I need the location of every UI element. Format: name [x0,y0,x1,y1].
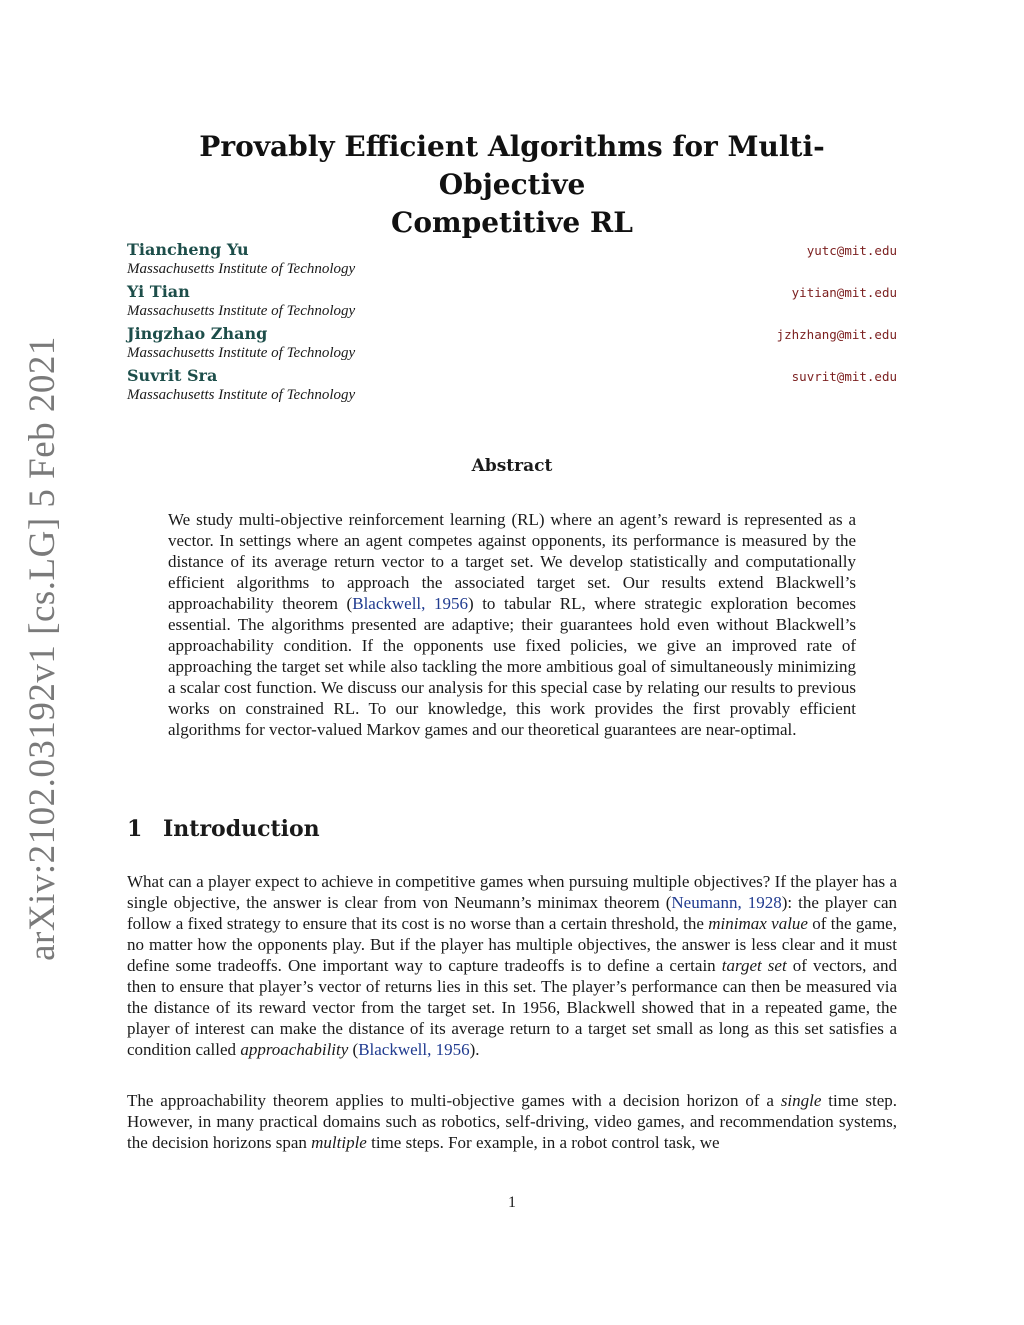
emphasis: approachability [240,1040,349,1059]
author-email[interactable]: jzhzhang@mit.edu [776,327,897,342]
emphasis: single [780,1091,822,1110]
intro-paragraph: The approachability theorem applies to multi-objective games with a decision horizon of a single time step. However, in many practical domains such as robotics, self-driving, video games, and recommendation systems, the decision horizons span multiple time steps. For example, in a robot control task, we [127,1091,897,1152]
author-email[interactable]: yutc@mit.edu [806,243,897,258]
author-name: Jingzhao Zhang [127,324,268,343]
author-name: Yi Tian [127,282,190,301]
abstract-body [168,509,856,740]
author-affiliation: Massachusetts Institute of Technology [127,261,356,277]
section-heading [127,816,320,842]
title-line-1: Provably Efficient Algorithms for Multi-Objective [199,130,825,201]
author-list [127,238,897,406]
author-email[interactable]: yitian@mit.edu [791,285,897,300]
citation-link[interactable]: Blackwell, 1956 [358,1040,470,1059]
author-block [127,364,897,406]
paper-title [127,128,897,242]
author-block [127,280,897,322]
section-title: Introduction [163,816,320,842]
abstract-text: ) to tabular RL, where strategic exploration becomes essential. The algorithms presented are adaptive; their guarantees hold even without Blackwell’s approachability condition. If the opponents use fixed policies, we give an improved rate of approaching the target set while also tackling the more ambitious goal of simultaneously minimizing a scalar cost function. We discuss our analysis for this special case by relating our results to previous works on constrained RL. To our knowledge, this work provides the first provably efficient algorithms for vector-valued Markov games and our theoretical guarantees are near-optimal. [168,594,856,739]
intro-paragraph: What can a player expect to achieve in competitive games when pursuing multiple objectives? If the player has a single objective, the answer is clear from von Neumann’s minimax theorem (Neumann, 1928): the player can follow a fixed strategy to ensure that its cost is no worse than a certain threshold, the minimax value of the game, no matter how the opponents play. But if the player has multiple objectives, the answer is less clear and it must define some tradeoffs. One important way to capture tradeoffs is to define a certain target set of vectors, and then to ensure that player’s vector of returns lies in this set. The player’s performance can then be measured via the distance of its reward vector from the target set. In 1956, Blackwell showed that in a repeated game, the player of interest can make the distance of its average return to a target set small as long as this set satisfies a condition called approachability (Blackwell, 1956). [127,872,897,1059]
author-affiliation: Massachusetts Institute of Technology [127,345,356,361]
author-name: Tiancheng Yu [127,240,249,259]
author-name: Suvrit Sra [127,366,218,385]
section-number: 1 [127,816,143,842]
citation-link[interactable]: Neumann, 1928 [671,893,782,912]
author-affiliation: Massachusetts Institute of Technology [127,387,356,403]
abstract-text: We study multi-objective reinforcement learning (RL) where an agent’s reward is represented as a vector. In settings where an agent competes against opponents, its performance is measured by the distance of its average return vector to a target set. We develop statistically and computationally efficient algorithms to approach the associated target set. Our results extend Blackwell’s approachability theorem ( [168,510,856,613]
title-line-2: Competitive RL [391,206,633,239]
emphasis: target set [721,956,787,975]
author-email[interactable]: suvrit@mit.edu [791,369,897,384]
author-block [127,322,897,364]
page-number: 1 [508,1194,516,1211]
emphasis: multiple [311,1133,367,1152]
arxiv-stamp [14,335,70,961]
arxiv-stamp-text: arXiv:2102.03192v1 [cs.LG] 5 Feb 2021 [21,335,63,961]
author-block [127,238,897,280]
author-affiliation: Massachusetts Institute of Technology [127,303,356,319]
emphasis: minimax value [708,914,808,933]
citation-link[interactable]: Blackwell, 1956 [352,594,468,613]
abstract-heading: Abstract [471,456,553,476]
